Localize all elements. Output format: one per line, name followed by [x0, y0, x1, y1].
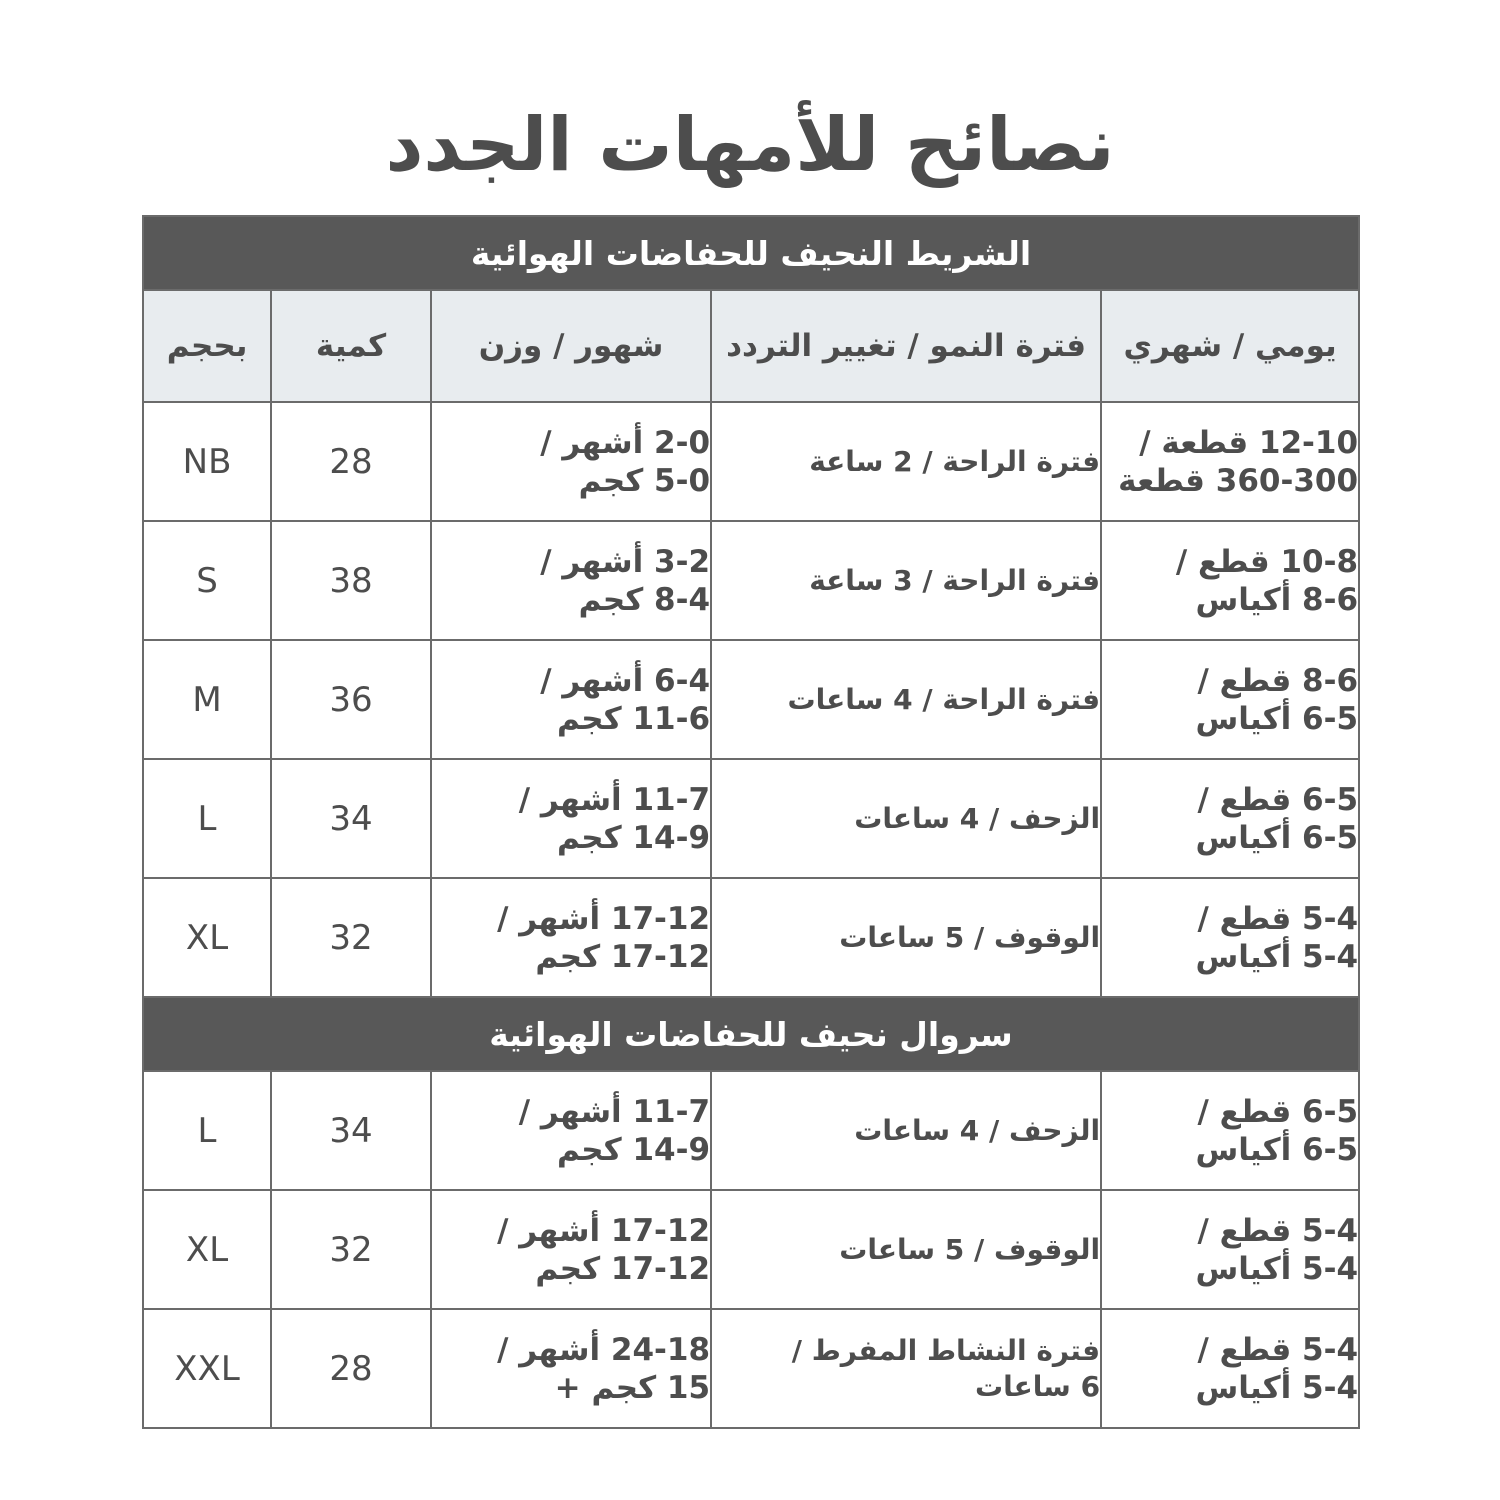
usage-cell-line-1: 10-8 قطع / — [1175, 543, 1359, 580]
table-row — [143, 402, 1359, 521]
size-cell — [143, 1071, 271, 1190]
section-title: الشريط النحيف للحفاضات الهوائية — [143, 216, 1359, 290]
usage-cell-line-2: 5-4 أكياس — [1195, 938, 1359, 975]
stage-cell-line-1: الزحف / 4 ساعات — [854, 801, 1101, 835]
section-title: سروال نحيف للحفاضات الهوائية — [143, 997, 1359, 1071]
table-row — [143, 521, 1359, 640]
size-cell-line-1: XL — [185, 917, 229, 958]
table-row — [143, 1309, 1359, 1428]
quantity-cell-line-1: 38 — [329, 560, 373, 601]
usage-cell-line-1: 6-5 قطع / — [1197, 1093, 1359, 1130]
usage-cell-line-2: 6-5 أكياس — [1195, 1131, 1359, 1168]
quantity-cell — [271, 521, 431, 640]
age-weight-cell — [431, 1309, 711, 1428]
quantity-cell — [271, 1071, 431, 1190]
size-cell — [143, 759, 271, 878]
usage-cell-line-2: 6-5 أكياس — [1195, 700, 1359, 737]
table-row — [143, 759, 1359, 878]
usage-cell-line-1: 5-4 قطع / — [1197, 900, 1359, 937]
stage-cell — [711, 878, 1101, 997]
size-cell — [143, 521, 271, 640]
usage-cell-line-1: 5-4 قطع / — [1197, 1331, 1359, 1368]
age-weight-cell-line-2: 11-6 كجم — [557, 700, 711, 737]
usage-cell-line-1: 5-4 قطع / — [1197, 1212, 1359, 1249]
quantity-cell-line-1: 32 — [329, 1229, 373, 1270]
age-weight-cell — [431, 1190, 711, 1309]
age-weight-cell — [431, 640, 711, 759]
age-weight-cell — [431, 1071, 711, 1190]
table-row — [143, 878, 1359, 997]
stage-cell-line-1: فترة النشاط المفرط / — [791, 1333, 1101, 1367]
size-cell-line-1: NB — [182, 441, 232, 482]
column-header-row — [143, 290, 1359, 402]
age-weight-cell-line-1: 11-7 أشهر / — [518, 1093, 711, 1130]
stage-cell — [711, 640, 1101, 759]
age-weight-cell — [431, 521, 711, 640]
stage-cell-line-1: فترة الراحة / 3 ساعة — [809, 563, 1101, 597]
stage-cell-line-1: الزحف / 4 ساعات — [854, 1113, 1101, 1147]
age-weight-cell-line-1: 17-12 أشهر / — [497, 900, 711, 937]
age-weight-cell-line-1: 3-2 أشهر / — [540, 543, 711, 580]
header-age-weight: شهور / وزن — [431, 290, 711, 402]
age-weight-cell-line-2: 8-4 كجم — [578, 581, 711, 618]
header-size: بحجم — [143, 290, 271, 402]
size-cell-line-1: S — [196, 560, 218, 601]
age-weight-cell-line-1: 6-4 أشهر / — [540, 662, 711, 699]
size-cell-line-1: XL — [185, 1229, 229, 1270]
size-cell-line-1: L — [197, 798, 217, 839]
age-weight-cell-line-2: 15 كجم + — [554, 1369, 711, 1406]
quantity-cell-line-1: 34 — [329, 798, 373, 839]
usage-cell-line-2: 6-5 أكياس — [1195, 819, 1359, 856]
header-stage: فترة النمو / تغيير التردد — [711, 290, 1101, 402]
size-cell — [143, 640, 271, 759]
section-header-row — [143, 216, 1359, 290]
stage-cell — [711, 521, 1101, 640]
size-cell-line-1: L — [197, 1110, 217, 1151]
header-quantity: كمية — [271, 290, 431, 402]
stage-cell — [711, 1071, 1101, 1190]
age-weight-cell — [431, 402, 711, 521]
age-weight-cell-line-1: 11-7 أشهر / — [518, 781, 711, 818]
stage-cell — [711, 759, 1101, 878]
usage-cell — [1101, 521, 1359, 640]
section-header-row — [143, 997, 1359, 1071]
usage-cell — [1101, 640, 1359, 759]
usage-cell — [1101, 878, 1359, 997]
usage-cell-line-2: 5-4 أكياس — [1195, 1250, 1359, 1287]
usage-cell-line-1: 6-5 قطع / — [1197, 781, 1359, 818]
quantity-cell — [271, 878, 431, 997]
diaper-size-table — [142, 215, 1360, 1429]
usage-cell-line-2: 5-4 أكياس — [1195, 1369, 1359, 1406]
usage-cell-line-2: 360-300 قطعة — [1118, 462, 1359, 499]
age-weight-cell — [431, 759, 711, 878]
age-weight-cell-line-2: 14-9 كجم — [557, 1131, 711, 1168]
age-weight-cell-line-2: 17-12 كجم — [535, 1250, 711, 1287]
age-weight-cell-line-2: 14-9 كجم — [557, 819, 711, 856]
age-weight-cell-line-1: 2-0 أشهر / — [540, 424, 711, 461]
quantity-cell-line-1: 34 — [329, 1110, 373, 1151]
stage-cell — [711, 402, 1101, 521]
size-cell — [143, 402, 271, 521]
table-row — [143, 1071, 1359, 1190]
quantity-cell-line-1: 36 — [329, 679, 373, 720]
stage-cell-line-1: الوقوف / 5 ساعات — [839, 920, 1101, 954]
quantity-cell-line-1: 28 — [329, 441, 373, 482]
age-weight-cell-line-2: 17-12 كجم — [535, 938, 711, 975]
usage-cell — [1101, 759, 1359, 878]
stage-cell — [711, 1190, 1101, 1309]
usage-cell-line-2: 8-6 أكياس — [1195, 581, 1359, 618]
stage-cell-line-2: 6 ساعات — [975, 1369, 1101, 1403]
quantity-cell — [271, 402, 431, 521]
size-cell — [143, 1190, 271, 1309]
usage-cell — [1101, 402, 1359, 521]
page-title: نصائح للأمهات الجدد — [385, 102, 1115, 188]
stage-cell-line-1: فترة الراحة / 2 ساعة — [809, 444, 1101, 478]
stage-cell-line-1: الوقوف / 5 ساعات — [839, 1232, 1101, 1266]
table-row — [143, 1190, 1359, 1309]
age-weight-cell-line-2: 5-0 كجم — [578, 462, 711, 499]
usage-cell-line-1: 8-6 قطع / — [1197, 662, 1359, 699]
stage-cell-line-1: فترة الراحة / 4 ساعات — [787, 682, 1101, 716]
header-usage: يومي / شهري — [1101, 290, 1359, 402]
usage-cell — [1101, 1309, 1359, 1428]
stage-cell — [711, 1309, 1101, 1428]
usage-cell — [1101, 1071, 1359, 1190]
quantity-cell-line-1: 28 — [329, 1348, 373, 1389]
table-row — [143, 640, 1359, 759]
usage-cell-line-1: 12-10 قطعة / — [1139, 424, 1359, 461]
age-weight-cell — [431, 878, 711, 997]
size-cell-line-1: M — [192, 679, 222, 720]
quantity-cell — [271, 1309, 431, 1428]
quantity-cell-line-1: 32 — [329, 917, 373, 958]
usage-cell — [1101, 1190, 1359, 1309]
quantity-cell — [271, 640, 431, 759]
size-cell-line-1: XXL — [174, 1348, 240, 1389]
age-weight-cell-line-1: 24-18 أشهر / — [497, 1331, 711, 1368]
size-cell — [143, 1309, 271, 1428]
size-cell — [143, 878, 271, 997]
quantity-cell — [271, 1190, 431, 1309]
age-weight-cell-line-1: 17-12 أشهر / — [497, 1212, 711, 1249]
quantity-cell — [271, 759, 431, 878]
